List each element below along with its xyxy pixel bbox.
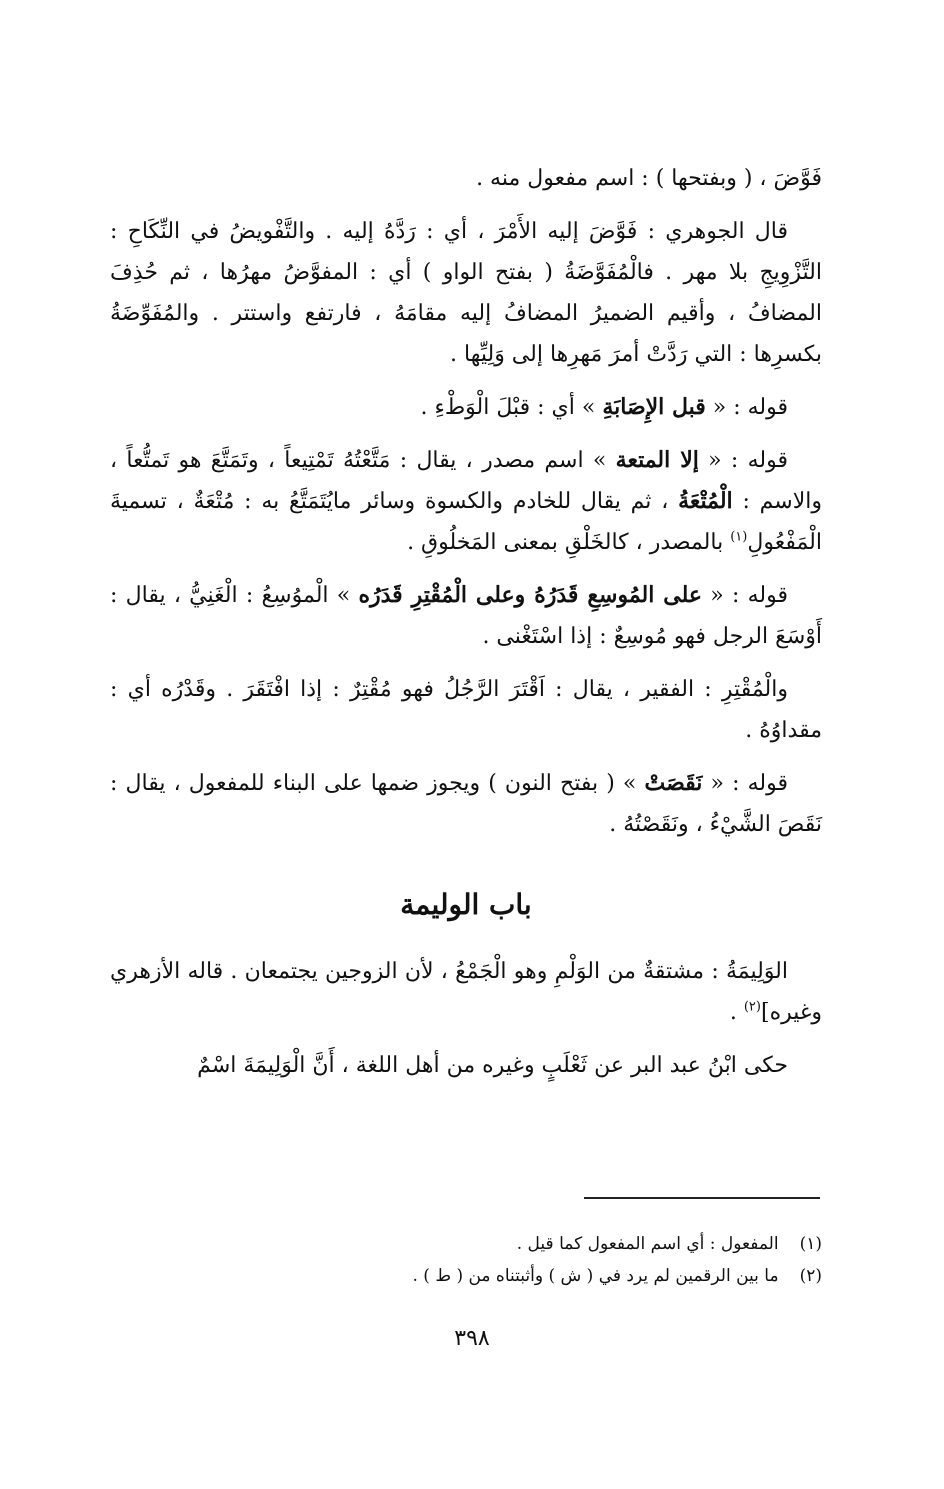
paragraph-text: قال الجوهري : فَوَّضَ إليه الأَمْرَ ، أي : رَدَّهُ إليه . والتَّفْويضُ في النِّكَاحِ : التَّزْوِيجِ بلا مهر . فالْمُفَوَّضَةُ ( بفتح الواو ) أي : المفوَّضُ مهرُها ، ثم حُذِفَ المضافُ ، وأقيم الضميرُ المضافُ إليه مقامَهُ ، فارتفع واستتر . والمُفَوِّضَةُ بكسرِها : التي رَدَّتْ أمرَ مَهرِها إلى وَلِيِّها . bbox=[110, 219, 822, 367]
footnote-text: ما بين الرقمين لم يرد في ( ش ) وأثبتناه من ( ط ) . bbox=[412, 1266, 779, 1286]
page-number: ٣٩٨ bbox=[454, 1326, 490, 1351]
paragraph bbox=[110, 669, 822, 751]
paragraph-text: قوله : « bbox=[698, 448, 788, 473]
keyword-text: الْمُتْعَةُ bbox=[678, 488, 733, 514]
paragraph bbox=[110, 211, 822, 375]
paragraph-text: قوله : « bbox=[702, 583, 788, 608]
paragraph bbox=[110, 763, 822, 845]
footnote-separator-line bbox=[584, 1197, 820, 1199]
paragraph-text: » ( بفتح النون ) ويجوز ضمها على البناء للمفعول ، يقال : نَقَصَ الشَّيْءُ ، ونَقَصْتُهُ . bbox=[110, 771, 822, 837]
footnote-number: (٢) bbox=[799, 1266, 822, 1286]
paragraph bbox=[110, 387, 822, 428]
footnote-number: (١) bbox=[799, 1234, 822, 1254]
chapter-title: باب الوليمة bbox=[400, 888, 532, 921]
paragraph-text: » الْموُسِعُ : الْغَنِيُّ ، يقال : أَوْسَعَ الرجل فهو مُوسِعٌ : إذا اسْتَغْنى . bbox=[110, 583, 822, 649]
keyword-text: قبل الإِصَابَةِ bbox=[602, 394, 706, 420]
paragraph bbox=[110, 440, 822, 563]
paragraph-text: . bbox=[729, 1000, 744, 1025]
paragraph-text: بالمصدر ، كالخَلْقِ بمعنى المَخلُوقِ . bbox=[407, 530, 731, 555]
paragraph-text: حكى ابْنُ عبد البر عن ثَعْلَبٍ وغيره من أهل اللغة ، أَنَّ الْوَلِيمَةَ اسْمٌ bbox=[197, 1053, 788, 1078]
paragraph-text: قوله : « bbox=[705, 395, 788, 420]
footnote-reference: (١) bbox=[730, 529, 748, 545]
paragraph-text: قوله : « bbox=[702, 771, 789, 796]
footnote-1 bbox=[110, 1228, 822, 1260]
footnote-2 bbox=[110, 1260, 822, 1292]
paragraph-text: ، ثم يقال للخادم والكسوة وسائر مايُتَمَتَّعُ به : مُتْعَةٌ ، تسميةَ الْمَفْعُولِ bbox=[110, 489, 822, 555]
footnote-reference: (٢) bbox=[743, 999, 761, 1015]
keyword-text: إلا المتعة bbox=[615, 447, 699, 473]
main-text bbox=[110, 158, 822, 1098]
footnotes bbox=[110, 1228, 822, 1292]
paragraph-text: والْمُقْتِرِ : الفقير ، يقال : اَقْتَرَ الرَّجُلُ فهو مُقْتِرٌ : إذا افْتَقَرَ . وقَدْرُه أي : مقداوُهُ . bbox=[110, 677, 822, 743]
keyword-text: نَقَصَتْ bbox=[644, 770, 703, 796]
paragraph bbox=[110, 158, 822, 199]
paragraph bbox=[110, 575, 822, 657]
paragraph-text: » اسم مصدر ، يقال : مَتَّعْتُهُ تَمْتِيعاً ، وتَمَتَّعَ هو تَمتُّعاً ، والاسم : bbox=[110, 448, 823, 514]
paragraph bbox=[110, 951, 822, 1033]
paragraph-text: الوَلِيمَةُ : مشتقةٌ من الوَلْمِ وهو الْجَمْعُ ، لأن الزوجين يجتمعان . قاله الأزهري وغيره] bbox=[110, 959, 822, 1025]
paragraphs-after-chapter bbox=[110, 951, 822, 1086]
paragraph bbox=[110, 1045, 822, 1086]
paragraphs-before-chapter bbox=[110, 158, 822, 845]
paragraph-text: فَوَّضَ ، ( وبفتحها ) : اسم مفعول منه . bbox=[476, 166, 822, 191]
footnote-text: المفعول : أي اسم المفعول كما قيل . bbox=[516, 1234, 779, 1254]
paragraph-text: » أي : قبْلَ الْوَطْءِ . bbox=[420, 395, 603, 420]
keyword-text: على المُوسِعِ قَدَرُهُ وعلى الْمُقْتِرِ قَدَرُه bbox=[358, 582, 703, 608]
